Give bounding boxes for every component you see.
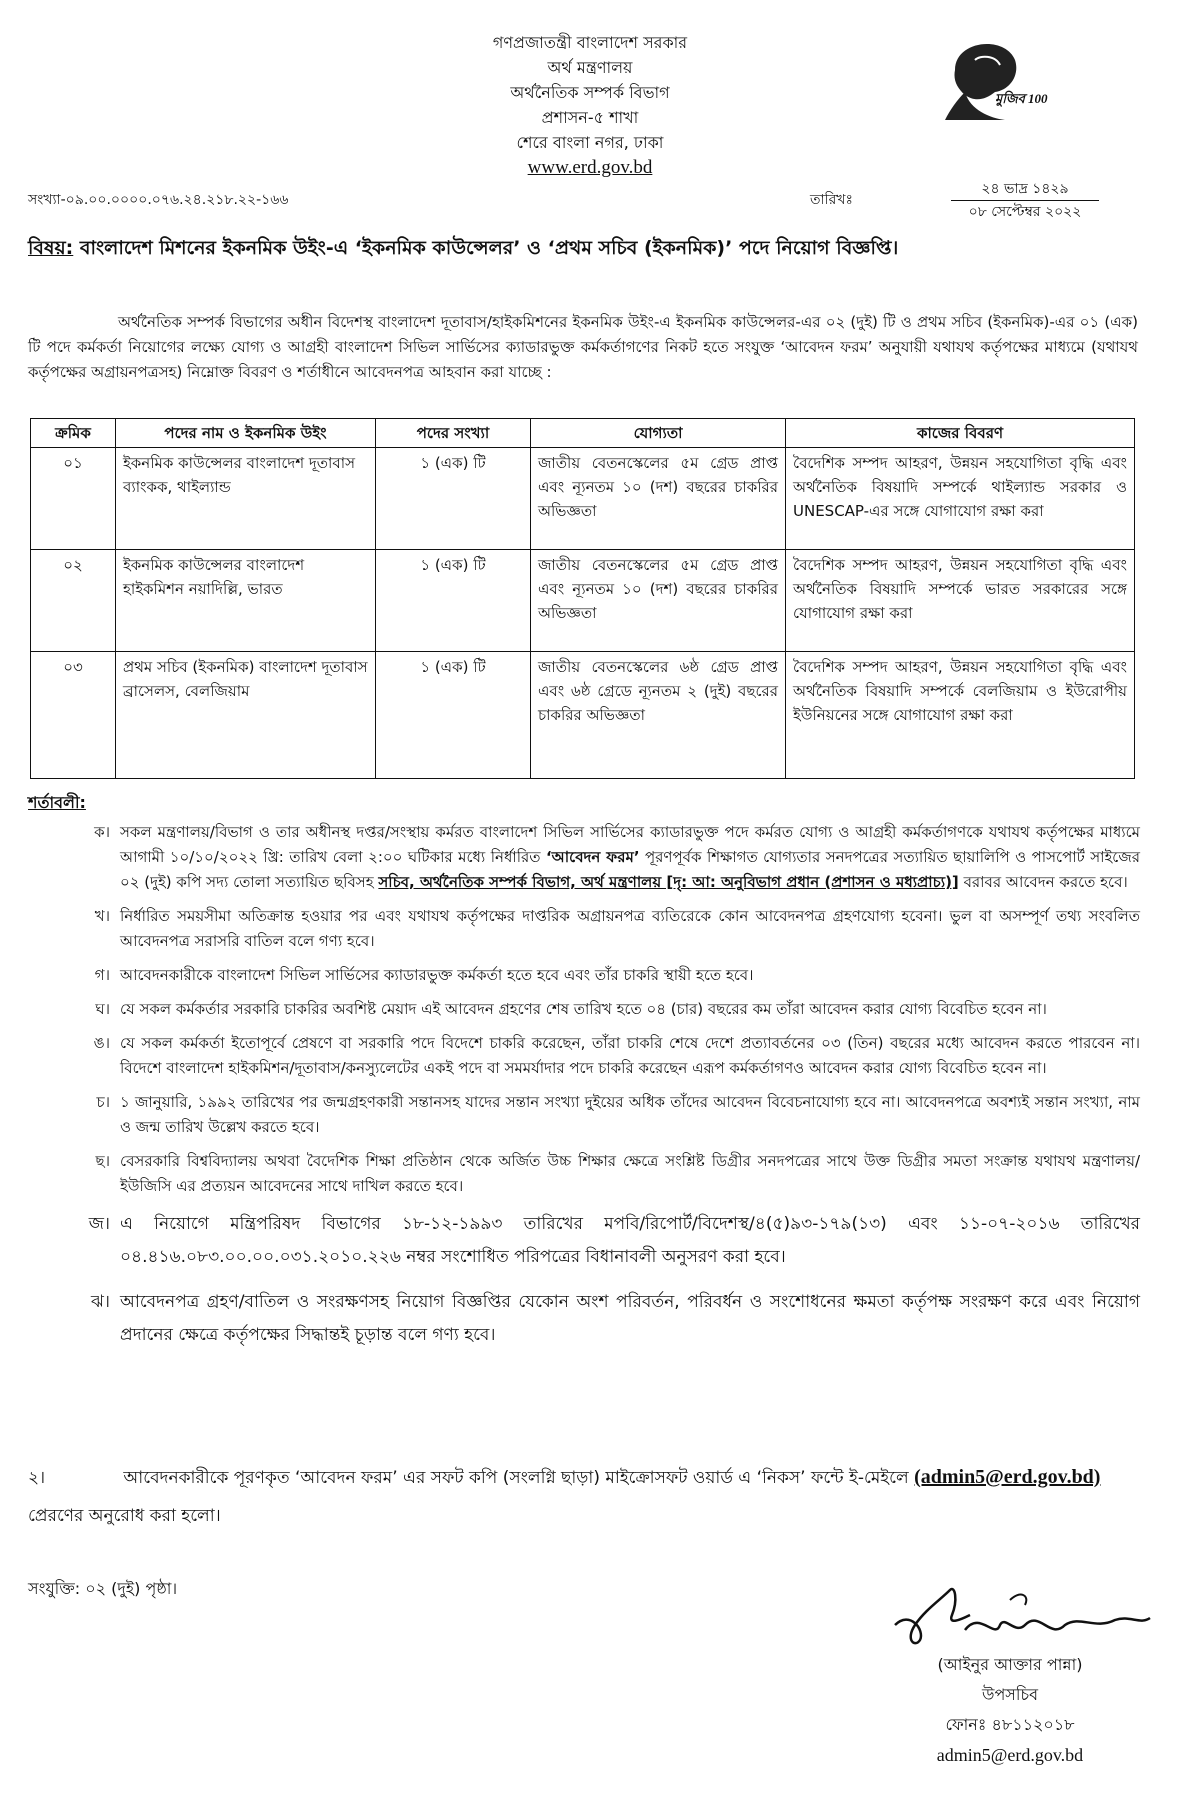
condition-item <box>60 1031 1140 1081</box>
col-post-count: পদের সংখ্যা <box>376 419 531 448</box>
col-qualification: যোগ্যতা <box>531 419 786 448</box>
cell-post-count: ১ (এক) টি <box>376 448 531 550</box>
table-row <box>31 652 1135 779</box>
condition-item <box>60 1149 1140 1199</box>
cell-qualification: জাতীয় বেতনস্কেলের ৫ম গ্রেড প্রাপ্ত এবং ন্যূনতম ১০ (দশ) বছরের চাকরির অভিজ্ঞতা <box>531 448 786 550</box>
date-label: তারিখঃ <box>810 192 853 208</box>
condition-label: ঝ। <box>91 1292 110 1312</box>
addressee-emphasis: সচিব, অর্থনৈতিক সম্পর্ক বিভাগ, অর্থ মন্ত্রণালয় [দৃ: আ: অনুবিভাগ প্রধান (প্রশাসন ও মধ্যপ্রাচ্য)] <box>378 873 959 891</box>
signature <box>880 1570 1160 1660</box>
mujib-100-logo-text: মুজিব 100 <box>995 91 1048 106</box>
condition-label: ঘ। <box>95 1000 110 1018</box>
col-job-description: কাজের বিবরণ <box>786 419 1135 448</box>
condition-item <box>60 1208 1140 1274</box>
cell-post-count: ১ (এক) টি <box>376 550 531 652</box>
condition-text: নির্ধারিত সময়সীমা অতিক্রান্ত হওয়ার পর এবং যথাযথ কর্তৃপক্ষের দাপ্তরিক অগ্রায়নপত্র ব্যতিরেকে কোন আবেদনপত্র গ্রহণযোগ্য হবেনা। ভুল বা অসম্পূর্ণ তথ্য সংবলিত আবেদনপত্র সরাসরি বাতিল বলে গণ্য হবে। <box>120 907 1140 950</box>
posts-table <box>30 418 1135 779</box>
ministry-name: অর্থ মন্ত্রণালয় <box>547 58 633 77</box>
reference-number: সংখ্যা-০৯.০০.০০০০.০৭৬.২৪.২১৮.২২-১৬৬ <box>28 192 289 208</box>
cell-qualification: জাতীয় বেতনস্কেলের ৬ষ্ঠ গ্রেড প্রাপ্ত এবং ৬ষ্ঠ গ্রেডে ন্যূনতম ২ (দুই) বছরের চাকরির অভিজ্ঞতা <box>531 652 786 779</box>
condition-text: বরাবর আবেদন করতে হবে। <box>963 873 1128 891</box>
condition-text: এ নিয়োগে মন্ত্রিপরিষদ বিভাগের ১৮-১২-১৯৯৩ তারিখের মপবি/রিপোর্ট/বিদেশস্থ/৪(৫)৯৩-১৭৯(১৩) এবং ১১-০৭-২০১৬ তারিখের ০৪.৪১৬.০৮৩.০০.০০.০৩১.২০১০.২২৬ নম্বর সংশোধিত পরিপত্রের বিধানাবলী অনুসরণ করা হবে। <box>120 1214 1140 1267</box>
submission-email-link[interactable]: (admin5@erd.gov.bd) <box>914 1466 1101 1488</box>
cell-serial: ০২ <box>31 550 116 652</box>
signatory-block <box>860 1650 1160 1770</box>
condition-item <box>60 1090 1140 1140</box>
condition-item <box>60 820 1140 895</box>
attachment-note: সংযুক্তি: ০২ (দুই) পৃষ্ঠা। <box>28 1579 178 1598</box>
govt-name: গণপ্রজাতন্ত্রী বাংলাদেশ সরকার <box>492 33 688 52</box>
cell-post-name: প্রথম সচিব (ইকনমিক) বাংলাদেশ দূতাবাস ব্রাসেলস, বেলজিয়াম <box>116 652 376 779</box>
subject-text: বাংলাদেশ মিশনের ইকনমিক উইং-এ ‘ইকনমিক কাউন্সেলর’ ও ‘প্রথম সচিব (ইকনমিক)’ পদে নিয়োগ বিজ্ঞপ্তি। <box>79 237 899 259</box>
condition-text: যে সকল কর্মকর্তার সরকারি চাকরির অবশিষ্ট মেয়াদ এই আবেদন গ্রহণের শেষ তারিখ হতে ০৪ (চার) বছরের কম তাঁরা আবেদন করার যোগ্য বিবেচিত হবেন না। <box>120 1000 1047 1018</box>
cell-post-count: ১ (এক) টি <box>376 652 531 779</box>
letterhead <box>380 30 800 180</box>
condition-text: আবেদনপত্র গ্রহণ/বাতিল ও সংরক্ষণসহ নিয়োগ বিজ্ঞপ্তির যেকোন অংশ পরিবর্তন, পরিবর্ধন ও সংশোধনের ক্ষমতা কর্তৃপক্ষ সংরক্ষণ করে এবং নিয়োগ প্রদানের ক্ষেত্রে কর্তৃপক্ষের সিদ্ধান্তই চূড়ান্ত বলে গণ্য হবে। <box>120 1292 1140 1345</box>
cell-job-description: বৈদেশিক সম্পদ আহরণ, উন্নয়ন সহযোগিতা বৃদ্ধি এবং অর্থনৈতিক বিষয়াদি সম্পর্কে থাইল্যান্ড সরকার ও UNESCAP-এর সঙ্গে যোগাযোগ রক্ষা করা <box>786 448 1135 550</box>
address: শেরে বাংলা নগর, ঢাকা <box>516 133 664 152</box>
condition-label: ঙ। <box>93 1034 110 1052</box>
intro-paragraph: অর্থনৈতিক সম্পর্ক বিভাগের অধীন বিদেশস্থ বাংলাদেশ দূতাবাস/হাইকমিশনের ইকনমিক উইং-এ ইকনমিক কাউন্সেলর-এর ০২ (দুই) টি ও প্রথম সচিব (ইকনমিক)-এর ০১ (এক) টি পদে কর্মকর্তা নিয়োগের লক্ষ্যে যোগ্য ও আগ্রহী বাংলাদেশ সিভিল সার্ভিসের ক্যাডারভুক্ত কর্মকর্তাগণের নিকট হতে সংযুক্ত ‘আবেদন ফরম’ অনুযায়ী যথাযথ কর্তৃপক্ষের মাধ্যমে (যথাযথ কর্তৃপক্ষের অগ্রায়নপত্রসহ) নিম্নোক্ত বিবরণ ও শর্তাধীনে আবেদনপত্র আহবান করা যাচ্ছে : <box>28 313 1138 381</box>
division-name: অর্থনৈতিক সম্পর্ক বিভাগ <box>510 83 670 102</box>
col-serial: ক্রমিক <box>31 419 116 448</box>
para-number: ২। <box>28 1468 46 1488</box>
condition-item <box>60 904 1140 954</box>
signatory-email[interactable]: admin5@erd.gov.bd <box>936 1745 1084 1765</box>
condition-text: বেসরকারি বিশ্ববিদ্যালয় অথবা বৈদেশিক শিক্ষা প্রতিষ্ঠান থেকে অর্জিত উচ্চ শিক্ষার ক্ষেত্রে সংশ্লিষ্ট ডিগ্রীর সনদপত্রের সাথে উক্ত ডিগ্রীর সমতা সংক্রান্ত যথাযথ মন্ত্রণালয়/ইউজিসি এর প্রত্যয়ন আবেদনের সাথে দাখিল করতে হবে। <box>120 1152 1140 1195</box>
table-row <box>31 448 1135 550</box>
date-english: ০৮ সেপ্টেম্বর ২০২২ <box>968 204 1082 220</box>
website-link[interactable]: www.erd.gov.bd <box>527 157 653 178</box>
signatory-phone: ফোনঃ ৪৮১১২০১৮ <box>945 1715 1075 1734</box>
condition-label: ছ। <box>95 1152 110 1170</box>
date-bangla: ২৪ ভাদ্র ১৪২৯ <box>951 178 1098 201</box>
condition-item <box>60 1286 1140 1352</box>
branch-name: প্রশাসন-৫ শাখা <box>541 108 639 127</box>
cell-job-description: বৈদেশিক সম্পদ আহরণ, উন্নয়ন সহযোগিতা বৃদ্ধি এবং অর্থনৈতিক বিষয়াদি সম্পর্কে বেলজিয়াম ও ইউরোপীয় ইউনিয়নের সঙ্গে যোগাযোগ রক্ষা করা <box>786 652 1135 779</box>
subject-line <box>28 232 1168 264</box>
signatory-name: (আইনুর আক্তার পান্না) <box>937 1655 1083 1674</box>
condition-label: চ। <box>96 1093 110 1111</box>
condition-text: পূরণপূর্বক শিক্ষাগত যোগ্যতার সনদপত্রের সত্যায়িত ছায়ালিপি ও পাসপোর্ট সাইজের ০২ (দুই) কপি সদ্য তোলা সত্যায়িত ছবিসহ <box>120 848 1140 891</box>
date-block <box>905 178 1145 223</box>
cell-qualification: জাতীয় বেতনস্কেলের ৫ম গ্রেড প্রাপ্ত এবং ন্যূনতম ১০ (দশ) বছরের চাকরির অভিজ্ঞতা <box>531 550 786 652</box>
cell-serial: ০৩ <box>31 652 116 779</box>
subject-label: বিষয়: <box>28 237 74 259</box>
signatory-designation: উপসচিব <box>981 1685 1038 1704</box>
application-form-emphasis: ‘আবেদন ফরম’ <box>545 848 640 866</box>
table-row <box>31 550 1135 652</box>
condition-text: আবেদনকারীকে বাংলাদেশ সিভিল সার্ভিসের ক্যাডারভুক্ত কর্মকর্তা হতে হবে এবং তাঁর চাকরি স্থায়ী হতে হবে। <box>120 966 754 984</box>
cell-post-name: ইকনমিক কাউন্সেলর বাংলাদেশ দূতাবাস ব্যাংকক, থাইল্যান্ড <box>116 448 376 550</box>
condition-text: যে সকল কর্মকর্তা ইতোপূর্বে প্রেষণে বা সরকারি পদে বিদেশে চাকরি করেছেন, তাঁরা চাকরি শেষে দেশে প্রত্যাবর্তনের ০৩ (তিন) বছরের মধ্যে আবেদন করতে পারবেন না। বিদেশে বাংলাদেশ হাইকমিশন/দূতাবাস/কনস্যুলেটের একই পদে বা সমমর্যাদার পদে চাকরি করেছেন এরূপ কর্মকর্তাগণও আবেদন করার যোগ্য বিবেচিত হবেন না। <box>120 1034 1140 1077</box>
condition-item <box>60 997 1140 1022</box>
condition-label: গ। <box>94 966 110 984</box>
condition-label: খ। <box>94 907 110 925</box>
cell-post-name: ইকনমিক কাউন্সেলর বাংলাদেশ হাইকমিশন নয়াদিল্লি, ভারত <box>116 550 376 652</box>
condition-item <box>60 963 1140 988</box>
para-text: আবেদনকারীকে পূরণকৃত ‘আবেদন ফরম’ এর সফট কপি (সংলগ্নি ছাড়া) মাইক্রোসফট ওয়ার্ড এ ‘নিকস’ ফন্টে ই-মেইলে <box>123 1468 909 1488</box>
conditions-list <box>60 820 1140 1364</box>
condition-label: জ। <box>88 1214 110 1234</box>
para-text: প্রেরণের অনুরোধ করা হলো। <box>28 1506 221 1526</box>
cell-job-description: বৈদেশিক সম্পদ আহরণ, উন্নয়ন সহযোগিতা বৃদ্ধি এবং অর্থনৈতিক বিষয়াদি সম্পর্কে ভারত সরকারের সঙ্গে যোগাযোগ রক্ষা করা <box>786 550 1135 652</box>
email-instruction <box>28 1458 1138 1535</box>
col-post-name: পদের নাম ও ইকনমিক উইং <box>116 419 376 448</box>
table-header-row <box>31 419 1135 448</box>
condition-label: ক। <box>94 823 110 841</box>
conditions-title: শর্তাবলী: <box>28 793 86 812</box>
condition-text: ১ জানুয়ারি, ১৯৯২ তারিখের পর জন্মগ্রহণকারী সন্তানসহ যাদের সন্তান সংখ্যা দুইয়ের অধিক তাঁদের আবেদন বিবেচনাযোগ্য হবে না। আবেদনপত্রে অবশ্যই সন্তান সংখ্যা, নাম ও জন্ম তারিখ উল্লেখ করতে হবে। <box>120 1093 1140 1136</box>
condition-text: সকল মন্ত্রণালয়/বিভাগ ও তার অধীনস্থ দপ্তর/সংস্থায় কর্মরত বাংলাদেশ সিভিল সার্ভিসের ক্যাডারভুক্ত পদে কর্মরত যোগ্য ও আগ্রহী কর্মকর্তাগণকে যথাযথ কর্তৃপক্ষের মাধ্যমে আগামী ১০/১০/২০২২ খ্রি: তারিখ বেলা ২:০০ ঘটিকার মধ্যে নির্ধারিত <box>120 823 1140 866</box>
cell-serial: ০১ <box>31 448 116 550</box>
